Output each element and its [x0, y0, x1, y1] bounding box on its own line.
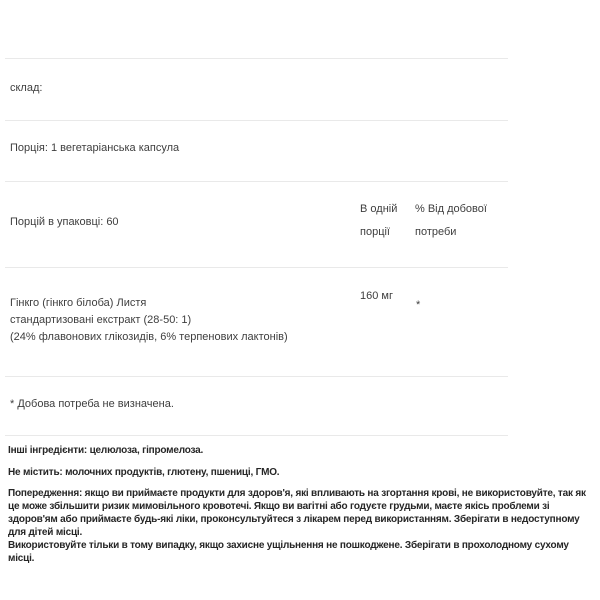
other-ingredients-text: Інші інгредієнти: целюлоза, гіпромелоза.	[8, 445, 204, 456]
divider-after-serving-size	[5, 181, 508, 182]
column-header-amount-line2: порції	[360, 226, 390, 238]
composition-label: склад:	[10, 82, 43, 94]
divider-after-ingredients	[5, 376, 508, 377]
column-header-daily-value-line1: % Від добової	[415, 203, 487, 215]
tamper-notice-text: Використовуйте тільки в тому випадку, якщо захисне ущільнення не пошкоджене. Зберігати в прохолодному сухому місці.	[8, 540, 569, 564]
ingredient-name-line2: стандартизовані екстракт (28-50: 1)	[10, 314, 192, 326]
warning-section	[8, 487, 594, 565]
warning-text: Попередження: якщо ви приймаєте продукти для здоров'я, які впливають на згортання крові, не використовуйте, так як це може збільшити ризик мимовільного кровотечі. Якщо ви вагітні або годуєте грудьми, маєте якісь проблеми зі здоров'ям або приймаєте будь-які ліки, проконсультуйтеся з лікарем перед використанням. Зберігати в недоступному для дітей місці.	[8, 488, 586, 538]
column-header-daily-value-line2: потреби	[415, 226, 457, 238]
ingredient-name-line3: (24% флавонових глікозидів, 6% терпенових лактонів)	[10, 331, 288, 343]
divider-after-composition	[5, 120, 508, 121]
ingredient-daily-value: *	[416, 299, 421, 311]
divider-after-headers	[5, 267, 508, 268]
column-header-amount-line1: В одній	[360, 203, 398, 215]
does-not-contain-text: Не містить: молочних продуктів, глютену, пшениці, ГМО.	[8, 467, 280, 478]
ingredient-name-line1: Гінкго (гінкго білоба) Листя	[10, 297, 147, 309]
daily-value-footnote: * Добова потреба не визначена.	[10, 398, 174, 410]
servings-per-container-text: Порцій в упаковці: 60	[10, 216, 119, 228]
divider-top	[5, 58, 508, 59]
ingredient-amount: 160 мг	[360, 290, 393, 302]
serving-size-text: Порція: 1 вегетаріанська капсула	[10, 142, 180, 154]
divider-after-footnote	[5, 435, 508, 436]
